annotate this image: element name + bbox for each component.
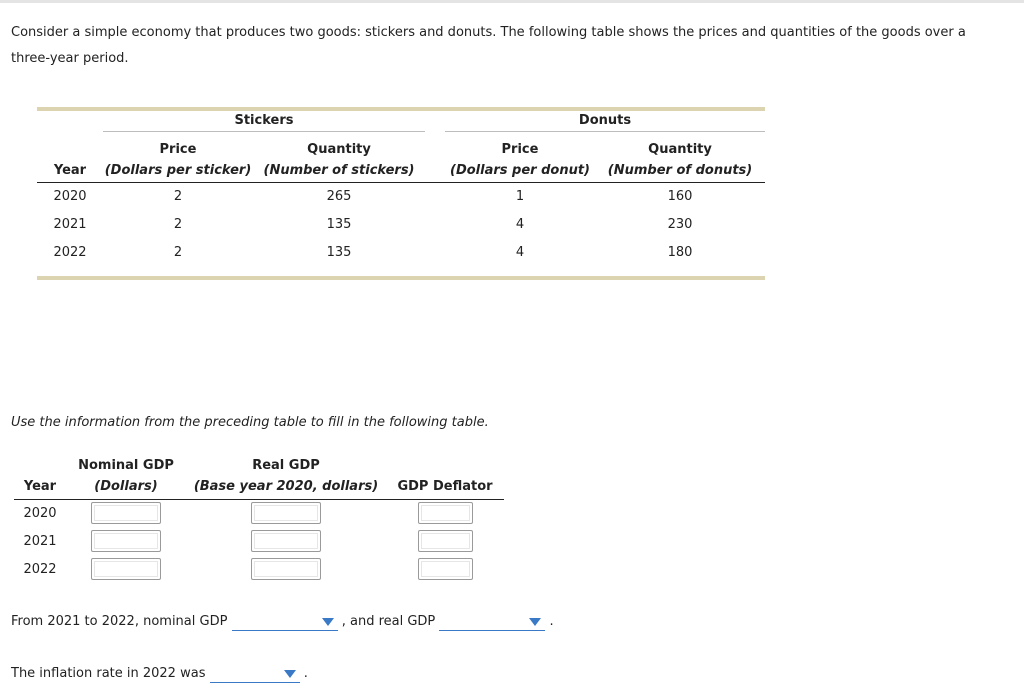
- row-year: 2022: [53, 244, 87, 260]
- donut-quantity-header: Quantity: [648, 142, 712, 157]
- donut-quantity: 180: [667, 244, 693, 260]
- gdp-fill-table: [14, 451, 504, 583]
- donut-price-header: Price: [501, 142, 539, 157]
- nominal-gdp-unit: (Dollars): [66, 475, 186, 499]
- gdp-deflator-input-2021[interactable]: [418, 530, 473, 552]
- inflation-rate-dropdown[interactable]: [210, 665, 300, 683]
- sticker-quantity-unit: (Number of stickers): [253, 159, 425, 182]
- row-year: 2021: [23, 533, 57, 549]
- sentence1-suffix: .: [549, 614, 554, 629]
- donut-price-unit: (Dollars per donut): [445, 159, 595, 182]
- sticker-quantity: 135: [326, 216, 352, 232]
- year-header: Year: [14, 475, 66, 499]
- nominal-gdp-change-dropdown[interactable]: [232, 613, 338, 631]
- sentence1-middle: , and real GDP: [341, 614, 436, 629]
- gdp-deflator-input-2020[interactable]: [418, 502, 473, 524]
- sticker-price-header: Price: [159, 142, 197, 157]
- sticker-price: 2: [173, 216, 183, 232]
- chevron-down-icon: [322, 618, 334, 626]
- sentence2-suffix: .: [303, 666, 308, 681]
- table-row: [14, 499, 504, 527]
- sticker-quantity-header: Quantity: [307, 142, 371, 157]
- top-divider: [0, 0, 1024, 3]
- nominal-gdp-input-2021[interactable]: [91, 530, 161, 552]
- real-gdp-unit: (Base year 2020, dollars): [186, 475, 386, 499]
- nominal-gdp-input-2022[interactable]: [91, 558, 161, 580]
- row-year: 2022: [23, 561, 57, 577]
- row-year: 2021: [53, 216, 87, 232]
- sentence1-prefix: From 2021 to 2022, nominal GDP: [11, 614, 228, 629]
- nominal-real-sentence: [11, 613, 554, 631]
- year-header: Year: [37, 159, 103, 182]
- table-row: [37, 238, 765, 266]
- gdp-deflator-input-2022[interactable]: [418, 558, 473, 580]
- chevron-down-icon: [529, 618, 541, 626]
- donut-quantity-unit: (Number of donuts): [595, 159, 765, 182]
- table-row: [14, 555, 504, 583]
- sticker-price: 2: [173, 188, 183, 204]
- prices-quantities-table: [37, 107, 765, 280]
- real-gdp-change-dropdown[interactable]: [439, 613, 545, 631]
- sticker-price-unit: (Dollars per sticker): [103, 159, 253, 182]
- table-row: [37, 210, 765, 238]
- chevron-down-icon: [284, 670, 296, 678]
- sticker-quantity: 265: [326, 188, 352, 204]
- real-gdp-input-2020[interactable]: [251, 502, 321, 524]
- donut-price: 1: [515, 188, 525, 204]
- sentence2-prefix: The inflation rate in 2022 was: [11, 666, 206, 681]
- donut-quantity: 230: [667, 216, 693, 232]
- instruction-text: Use the information from the preceding table to fill in the following table.: [11, 415, 489, 430]
- donut-quantity: 160: [667, 188, 693, 204]
- group-header-stickers: Stickers: [103, 113, 425, 132]
- intro-text: Consider a simple economy that produces two goods: stickers and donuts. The following table shows the prices and quantities of the goods over a three-year period.: [11, 25, 966, 66]
- row-year: 2020: [53, 188, 87, 204]
- inflation-sentence: [11, 665, 308, 683]
- donut-price: 4: [515, 244, 525, 260]
- nominal-gdp-header: Nominal GDP: [78, 458, 174, 473]
- sticker-price: 2: [173, 244, 183, 260]
- table-row: [37, 182, 765, 210]
- gdp-deflator-header: GDP Deflator: [386, 475, 504, 499]
- sticker-quantity: 135: [326, 244, 352, 260]
- table-row: [14, 527, 504, 555]
- nominal-gdp-input-2020[interactable]: [91, 502, 161, 524]
- real-gdp-header: Real GDP: [252, 458, 320, 473]
- real-gdp-input-2022[interactable]: [251, 558, 321, 580]
- group-header-donuts: Donuts: [445, 113, 765, 132]
- row-year: 2020: [23, 505, 57, 521]
- real-gdp-input-2021[interactable]: [251, 530, 321, 552]
- donut-price: 4: [515, 216, 525, 232]
